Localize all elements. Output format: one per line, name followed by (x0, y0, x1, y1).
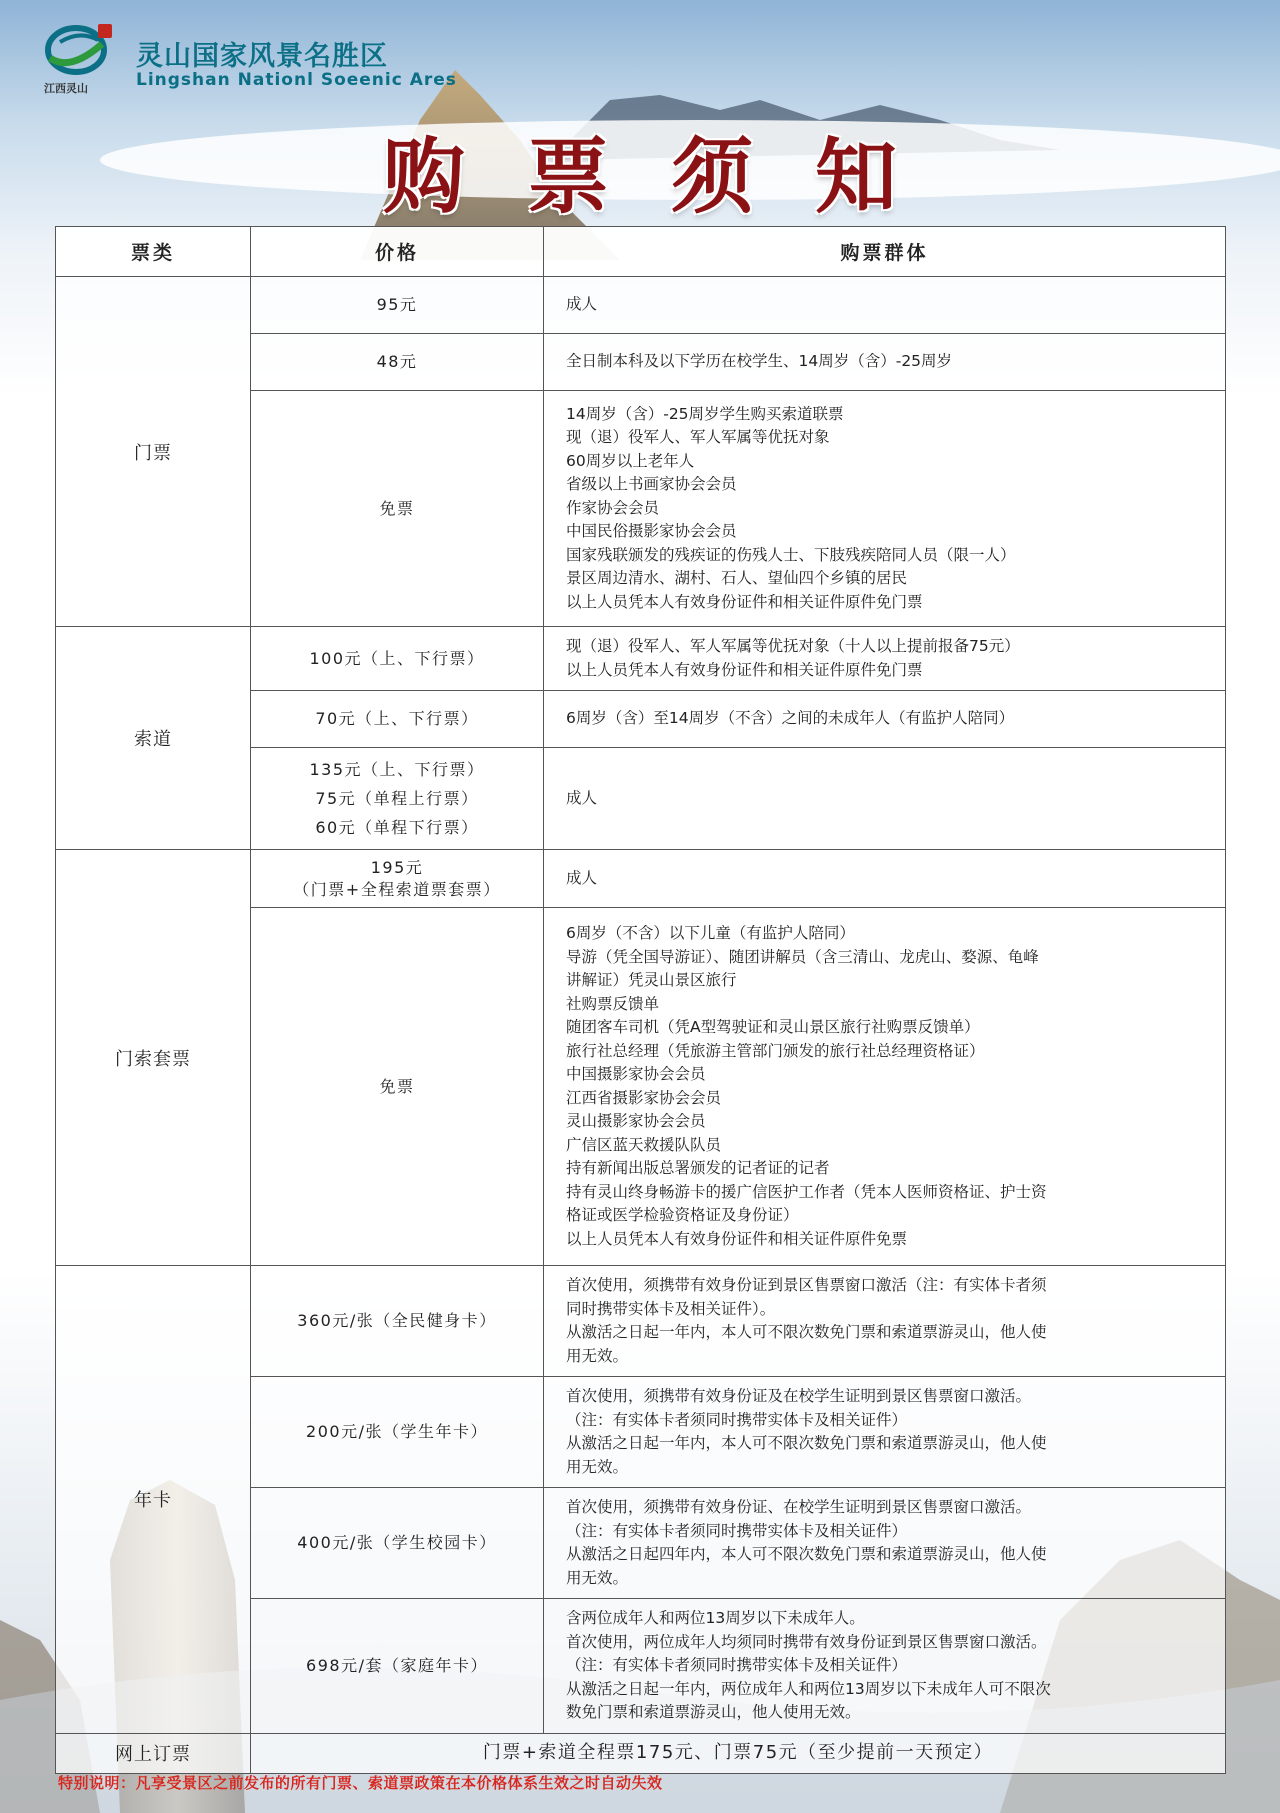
buyer-group-line: （注：有实体卡者须同时携带实体卡及相关证件） (566, 1410, 908, 1429)
buyer-group-line: 首次使用，须携带有效身份证、在校学生证明到景区售票窗口激活。 (566, 1498, 1032, 1516)
price-cell (251, 277, 544, 334)
buyer-group-cell (544, 1488, 1226, 1599)
price-cell (251, 1599, 544, 1734)
buyer-group-line: 60周岁以上老年人 (566, 451, 695, 470)
buyer-group-line: （注：有实体卡者须同时携带实体卡及相关证件） (566, 1656, 908, 1674)
price-line: 360元/张（全民健身卡） (297, 1311, 497, 1330)
buyer-group-line: 首次使用，两位成年人均须同时携带有效身份证到景区售票窗口激活。 (566, 1632, 1047, 1651)
buyer-group-line: 首次使用，须携带有效身份证及在校学生证明到景区售票窗口激活。 (566, 1387, 1032, 1405)
buyer-group-line: 随团客车司机（凭A型驾驶证和灵山景区旅行社购票反馈单） (566, 1018, 980, 1036)
table-row (56, 277, 1226, 334)
price-line: 48元 (376, 352, 418, 371)
price-line: 195元 (370, 857, 424, 877)
buyer-group-cell (544, 277, 1226, 334)
buyer-group-line: 社购票反馈单 (566, 994, 660, 1013)
header-buyer-group: 购票群体 (544, 227, 1226, 277)
buyer-group-line: 6周岁（含）至14周岁（不含）之间的未成年人（有监护人陪同） (566, 709, 1015, 728)
price-line: 95元 (376, 295, 418, 314)
buyer-group-line: 含两位成年人和两位13周岁以下未成年人。 (566, 1609, 865, 1627)
ticket-category: 年卡 (56, 1266, 251, 1734)
buyer-group-line: 首次使用，须携带有效身份证到景区售票窗口激活（注：有实体卡者须 (566, 1276, 1047, 1294)
buyer-group-line: 导游（凭全国导游证）、随团讲解员（含三清山、龙虎山、婺源、龟峰 (566, 947, 1039, 966)
buyer-group-line: 用无效。 (566, 1457, 629, 1476)
buyer-group-line: 从激活之日起一年内，本人可不限次数免门票和索道票游灵山，他人使 (566, 1434, 1047, 1452)
special-note: 特别说明：凡享受景区之前发布的所有门票、索道票政策在本价格体系生效之时自动失效 (58, 1774, 663, 1792)
buyer-group-line: 国家残联颁发的残疾证的伤残人士、下肢残疾陪同人员（限一人） (566, 545, 1016, 564)
price-cell (251, 627, 544, 691)
buyer-group-line: 数免门票和索道票游灵山，他人使用无效。 (566, 1703, 861, 1721)
online-booking-row (56, 1733, 1226, 1773)
price-line: 免票 (379, 1076, 415, 1096)
table-row (56, 850, 1226, 908)
buyer-group-line: 同时携带实体卡及相关证件）。 (566, 1299, 776, 1318)
buyer-group-line: 持有灵山终身畅游卡的援广信医护工作者（凭本人医师资格证、护士资 (566, 1182, 1047, 1201)
buyer-group-line: 用无效。 (566, 1568, 629, 1587)
buyer-group-line: 广信区蓝天救援队队员 (566, 1135, 722, 1154)
buyer-group-line: （注：有实体卡者须同时携带实体卡及相关证件） (566, 1521, 908, 1540)
buyer-group-line: 成人 (566, 788, 598, 807)
buyer-group-cell (544, 627, 1226, 691)
price-cell (251, 391, 544, 627)
price-cell (251, 691, 544, 748)
table-row (56, 627, 1226, 691)
buyer-group-line: 现（退）役军人、军人军属等优抚对象（十人以上提前报备75元） (566, 637, 1020, 655)
buyer-group-cell (544, 1377, 1226, 1488)
buyer-group-line: 14周岁（含）-25周岁学生购买索道联票 (566, 404, 844, 423)
buyer-group-line: 6周岁（不含）以下儿童（有监护人陪同） (566, 924, 855, 942)
header (40, 22, 640, 102)
buyer-group-cell (544, 1599, 1226, 1734)
ticket-category: 索道 (56, 627, 251, 850)
buyer-group-line: 全日制本科及以下学历在校学生、14周岁（含）-25周岁 (566, 352, 953, 371)
price-cell (251, 748, 544, 850)
brand-name-en: Lingshan Nationl Soeenic Ares (136, 70, 457, 90)
price-line: （门票+全程索道票套票） (293, 879, 501, 899)
header-price: 价格 (251, 227, 544, 277)
price-line: 60元（单程下行票） (315, 818, 479, 837)
price-line: 免票 (379, 498, 415, 518)
price-cell (251, 1488, 544, 1599)
buyer-group-line: 现（退）役军人、军人军属等优抚对象 (566, 428, 830, 447)
online-booking-price: 门票+索道全程票175元、门票75元（至少提前一天预定） (251, 1733, 1226, 1773)
buyer-group-line: 讲解证）凭灵山景区旅行 (566, 971, 737, 989)
buyer-group-line: 灵山摄影家协会会员 (566, 1112, 706, 1130)
price-line: 200元/张（学生年卡） (306, 1422, 488, 1441)
price-line: 100元（上、下行票） (309, 648, 485, 668)
price-cell (251, 908, 544, 1266)
buyer-group-line: 景区周边清水、湖村、石人、望仙四个乡镇的居民 (566, 569, 908, 588)
buyer-group-cell (544, 908, 1226, 1266)
buyer-group-line: 持有新闻出版总署颁发的记者证的记者 (566, 1159, 830, 1177)
ticket-table (55, 226, 1226, 1774)
buyer-group-line: 成人 (566, 868, 598, 887)
buyer-group-line: 用无效。 (566, 1346, 629, 1365)
buyer-group-line: 从激活之日起一年内，两位成年人和两位13周岁以下未成年人可不限次 (566, 1679, 1051, 1698)
ticket-category: 门索套票 (56, 850, 251, 1266)
price-cell (251, 334, 544, 391)
ticket-category: 门票 (56, 277, 251, 627)
buyer-group-line: 以上人员凭本人有效身份证件和相关证件原件免票 (566, 1229, 908, 1248)
buyer-group-line: 成人 (566, 295, 598, 314)
buyer-group-line: 省级以上书画家协会会员 (566, 475, 737, 494)
buyer-group-line: 从激活之日起一年内，本人可不限次数免门票和索道票游灵山，他人使 (566, 1323, 1047, 1341)
buyer-group-line: 旅行社总经理（凭旅游主管部门颁发的旅行社总经理资格证） (566, 1041, 985, 1060)
buyer-group-line: 中国民俗摄影家协会会员 (566, 522, 737, 541)
price-line: 698元/套（家庭年卡） (306, 1655, 488, 1675)
online-booking-category: 网上订票 (56, 1733, 251, 1773)
price-line: 135元（上、下行票） (309, 760, 485, 779)
buyer-group-cell (544, 850, 1226, 908)
buyer-group-line: 格证或医学检验资格证及身份证） (566, 1206, 799, 1224)
price-line: 70元（上、下行票） (315, 709, 479, 728)
table-row (56, 1266, 1226, 1377)
buyer-group-line: 中国摄影家协会会员 (566, 1065, 706, 1083)
header-ticket-type: 票类 (56, 227, 251, 277)
buyer-group-cell (544, 334, 1226, 391)
buyer-group-line: 以上人员凭本人有效身份证件和相关证件原件免门票 (566, 592, 923, 611)
buyer-group-cell (544, 748, 1226, 850)
buyer-group-line: 作家协会会员 (566, 498, 660, 517)
price-cell (251, 850, 544, 908)
price-line: 75元（单程上行票） (315, 789, 479, 808)
buyer-group-line: 以上人员凭本人有效身份证件和相关证件原件免门票 (566, 660, 923, 679)
buyer-group-line: 江西省摄影家协会会员 (566, 1088, 722, 1107)
buyer-group-cell (544, 391, 1226, 627)
logo-subtitle: 江西灵山 (44, 82, 88, 95)
buyer-group-cell (544, 1266, 1226, 1377)
price-line: 400元/张（学生校园卡） (297, 1533, 497, 1552)
buyer-group-cell (544, 691, 1226, 748)
brand-name-cn: 灵山国家风景名胜区 (136, 41, 388, 72)
ticket-table-body (56, 277, 1226, 1774)
table-header-row (56, 227, 1226, 277)
buyer-group-line: 从激活之日起四年内，本人可不限次数免门票和索道票游灵山，他人使 (566, 1545, 1047, 1563)
page-title: 购票须知 (382, 130, 959, 225)
price-cell (251, 1266, 544, 1377)
price-cell (251, 1377, 544, 1488)
